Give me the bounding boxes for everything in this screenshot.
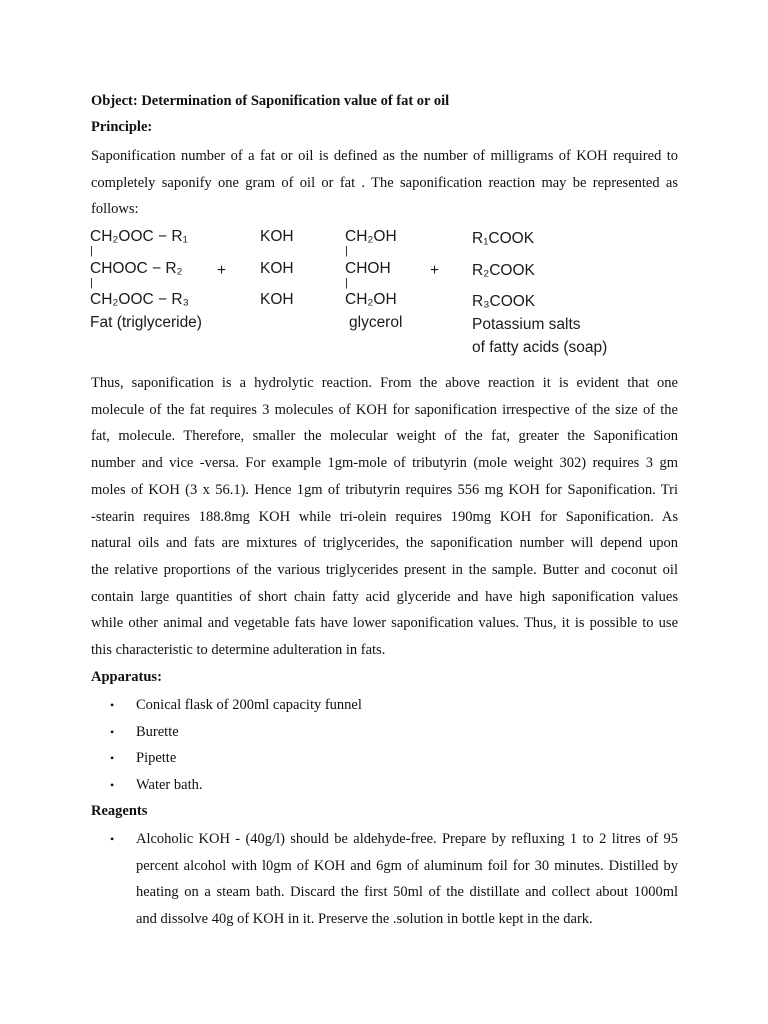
triglyceride-label: Fat (triglyceride): [90, 314, 202, 331]
paragraph-line: -stearin requires 188.8mg KOH while tri-olein requires 190mg KOH for Saponification. As: [91, 508, 678, 525]
plus-sign: +: [430, 262, 440, 279]
paragraph-line: while other animal and vegetable fats have lower saponification values. Thus, it is possible to use: [91, 615, 678, 632]
saponification-reaction-figure: [88, 224, 608, 364]
koh-1: KOH: [260, 228, 294, 245]
paragraph-line: follows:: [91, 201, 139, 218]
paragraph-line: the relative proportions of the various triglycerides present in the sample. Butter and coconut oil: [91, 561, 678, 578]
apparatus-list: [110, 692, 362, 798]
plus-sign: +: [217, 262, 227, 279]
list-item-text: Burette: [136, 723, 179, 740]
list-item-text: Water bath.: [136, 776, 203, 793]
paragraph-line: natural oils and fats are mixtures of triglycerides, the saponification number will depend upon: [91, 535, 678, 552]
salts-label-2: of fatty acids (soap): [472, 339, 608, 356]
list-item-text: Pipette: [136, 750, 177, 766]
principle-paragraph-2: [91, 370, 678, 664]
principle-heading: Principle:: [91, 119, 153, 135]
salt-3: R₃COOK: [472, 293, 536, 310]
glycerol-row-3: CH₂OH: [345, 291, 397, 308]
glycerol-label: glycerol: [349, 314, 403, 331]
paragraph-line: percent alcohol with l0gm of KOH and 6gm of aluminum foil for 30 minutes. Distilled by: [136, 857, 678, 874]
bullet-icon: •: [110, 751, 115, 765]
bullet-icon: •: [110, 777, 115, 792]
paragraph-line: moles of KOH (3 x 56.1). Hence 1gm of tributyrin requires 556 mg KOH for Saponification. Tri: [91, 481, 678, 498]
reagents-heading: Reagents: [91, 803, 148, 819]
salts-label-1: Potassium salts: [472, 316, 581, 333]
koh-3: KOH: [260, 291, 294, 308]
bullet-icon: •: [110, 698, 115, 712]
triglyceride-row-3: CH₂OOC − R₃: [90, 291, 189, 308]
koh-2: KOH: [260, 260, 294, 277]
paragraph-line: Saponification number of a fat or oil is defined as the number of milligrams of KOH required to: [91, 148, 678, 164]
list-item-text: Conical flask of 200ml capacity funnel: [136, 697, 362, 713]
list-item: [110, 745, 362, 772]
salt-2: R₂COOK: [472, 262, 535, 279]
triglyceride-row-1: CH₂OOC − R₁: [90, 228, 188, 245]
bullet-icon: •: [110, 832, 115, 846]
paragraph-line: contain large quantities of short chain fatty acid glyceride and have high saponification values: [91, 588, 678, 605]
object-title: Object: Determination of Saponification value of fat or oil: [91, 93, 450, 109]
paragraph-line: Thus, saponification is a hydrolytic reaction. From the above reaction it is evident that one: [91, 375, 678, 391]
paragraph-line: heating on a steam bath. Discard the first 50ml of the distillate and collect about 1000ml: [136, 884, 678, 901]
list-item: [110, 692, 362, 719]
bond-line: |: [345, 245, 348, 257]
bond-line: |: [90, 277, 93, 289]
list-item: [110, 719, 362, 746]
triglyceride-row-2: CHOOC − R₂: [90, 260, 183, 277]
paragraph-line: molecule of the fat requires 3 molecules of KOH for saponification irrespective of the size of the: [91, 401, 678, 418]
apparatus-heading: Apparatus:: [91, 669, 162, 685]
paragraph-line: this characteristic to determine adulteration in fats.: [91, 642, 386, 659]
glycerol-row-2: CHOH: [345, 260, 391, 277]
paragraph-line: number and vice -versa. For example 1gm-mole of tributyrin (mole weight 302) requires 3 gm: [91, 455, 678, 472]
bond-line: |: [345, 277, 348, 289]
principle-paragraph-1: [91, 143, 678, 223]
bond-line: |: [90, 245, 93, 257]
list-item: [110, 772, 362, 799]
glycerol-row-1: CH₂OH: [345, 228, 397, 245]
paragraph-line: fat, molecule. Therefore, smaller the molecular weight of the fat, greater the Saponification: [91, 428, 678, 445]
reagent-text: [136, 826, 678, 933]
bullet-icon: •: [110, 724, 115, 739]
paragraph-line: and dissolve 40g of KOH in it. Preserve the .solution in bottle kept in the dark.: [136, 911, 593, 928]
salt-1: R₁COOK: [472, 230, 535, 247]
paragraph-line: Alcoholic KOH - (40g/l) should be aldehyde-free. Prepare by refluxing 1 to 2 litres of 95: [136, 831, 678, 847]
paragraph-line: completely saponify one gram of oil or fat . The saponification reaction may be represented as: [91, 174, 678, 191]
